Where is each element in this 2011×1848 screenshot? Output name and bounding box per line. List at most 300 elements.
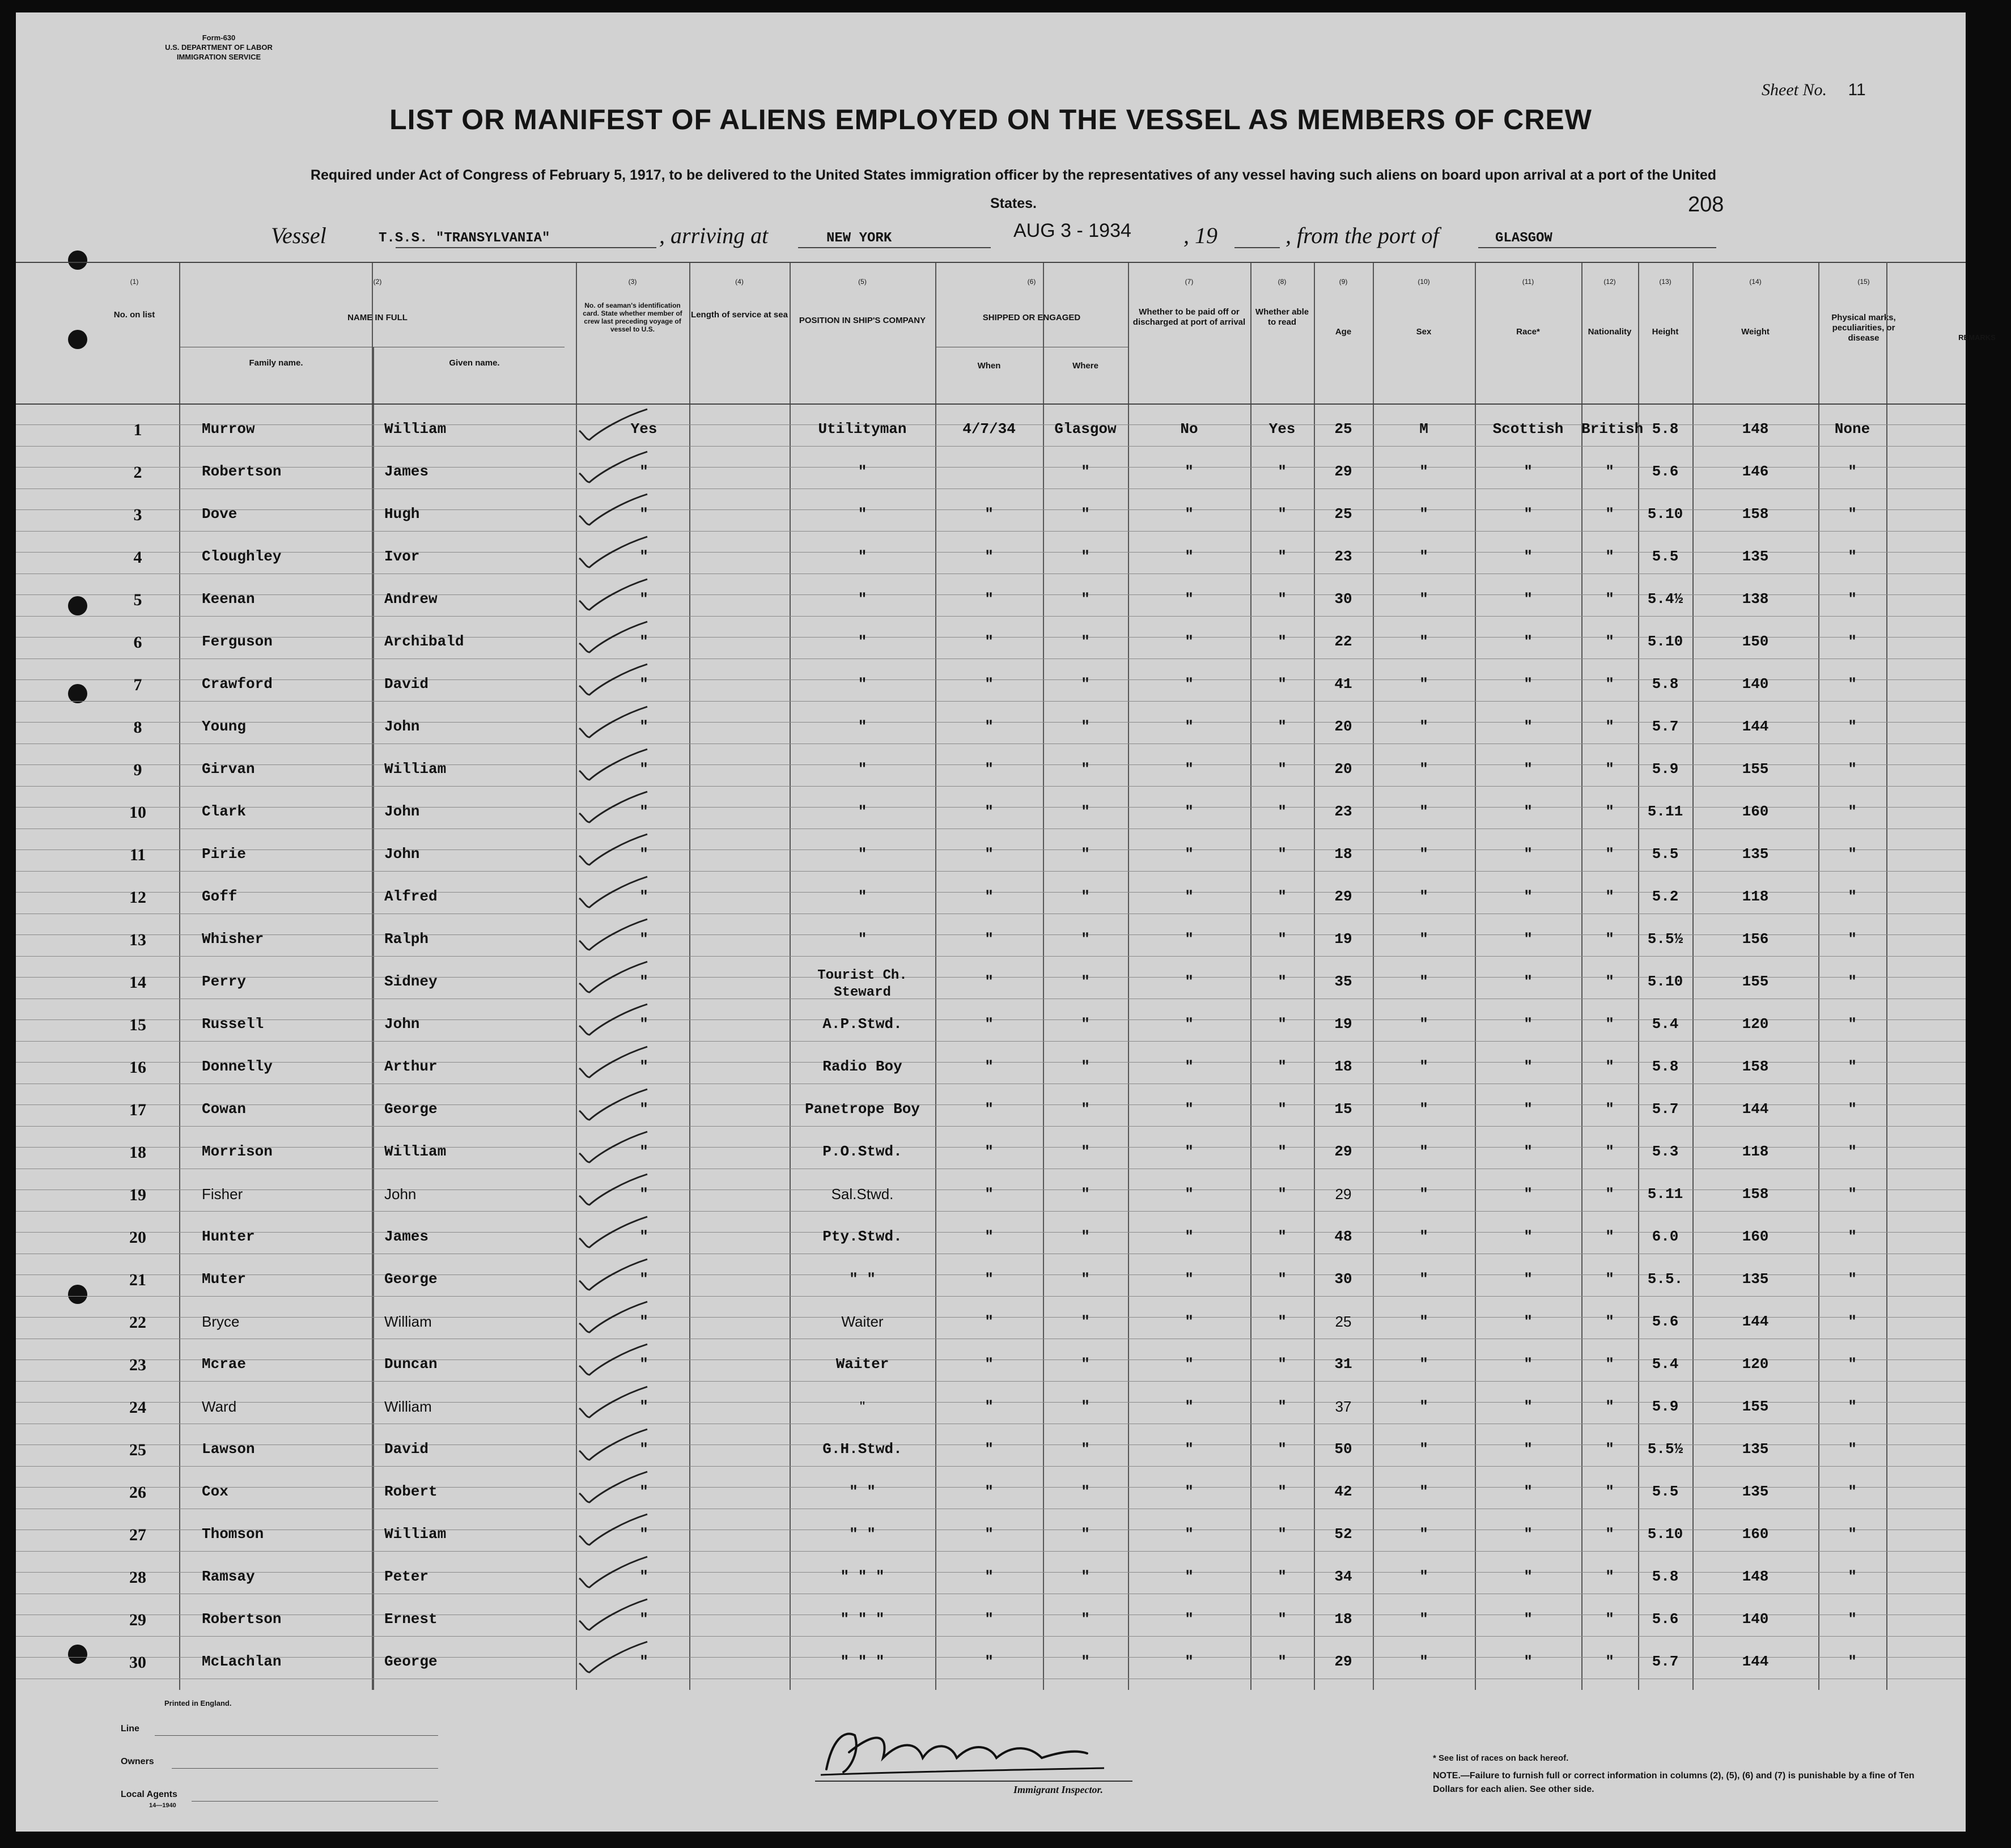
cell-no: 13	[129, 931, 146, 949]
cell-no: 4	[133, 548, 142, 567]
cell-sex: "	[1419, 1441, 1428, 1458]
cell-position: " " "	[840, 1568, 885, 1585]
cell-paid: "	[1185, 1356, 1194, 1373]
cell-marks: "	[1848, 1526, 1857, 1543]
cell-given: William	[384, 761, 447, 778]
cell-where: "	[1081, 1441, 1090, 1458]
cell-race: "	[1524, 633, 1533, 650]
cell-read: "	[1278, 1568, 1287, 1585]
cell-weight: 158	[1742, 1186, 1769, 1203]
cell-card: "	[639, 1271, 648, 1288]
cell-family: Crawford	[202, 676, 273, 693]
from-port-value: GLASGOW	[1495, 231, 1552, 246]
cell-nat: "	[1605, 1483, 1614, 1500]
check-mark	[577, 791, 651, 825]
cell-where: "	[1081, 761, 1090, 778]
cell-age: 37	[1335, 1398, 1352, 1415]
cell-weight: 160	[1742, 1228, 1769, 1245]
cell-nat: "	[1605, 1398, 1614, 1415]
cell-paid: "	[1185, 548, 1194, 565]
crew-table	[16, 262, 1996, 1690]
cell-when: "	[985, 505, 994, 522]
cell-position: Waiter	[835, 1356, 889, 1373]
cell-height: 5.4½	[1647, 590, 1683, 607]
cell-read: "	[1278, 1483, 1287, 1500]
cell-where: "	[1081, 846, 1090, 863]
check-mark	[577, 1471, 651, 1505]
cell-nat: "	[1605, 505, 1614, 522]
cell-age: 30	[1334, 590, 1352, 607]
cell-where: "	[1081, 1186, 1090, 1203]
form-header	[100, 33, 338, 62]
cell-when: "	[985, 718, 994, 735]
cell-paid: "	[1185, 718, 1194, 735]
cell-family: Whisher	[202, 931, 264, 948]
column-divider	[1886, 262, 1887, 1690]
cell-nat: British	[1581, 420, 1644, 437]
check-mark	[577, 748, 651, 782]
cell-height: 5.2	[1652, 888, 1679, 905]
port-underline	[1478, 247, 1716, 248]
column-header-read: Whether able to read	[1255, 307, 1309, 327]
cell-weight: 155	[1742, 1398, 1769, 1415]
cell-family: McLachlan	[202, 1653, 282, 1670]
cell-where: "	[1081, 1016, 1090, 1033]
cell-given: William	[384, 1313, 432, 1330]
cell-read: "	[1278, 1101, 1287, 1118]
cell-race: "	[1524, 463, 1533, 480]
check-mark	[577, 961, 651, 995]
cell-nat: "	[1605, 633, 1614, 650]
cell-nat: "	[1605, 1653, 1614, 1670]
cell-paid: "	[1185, 761, 1194, 778]
cell-age: 29	[1335, 1186, 1352, 1203]
cell-height: 5.7	[1652, 718, 1679, 735]
ruled-line	[16, 446, 1966, 447]
check-mark	[577, 493, 651, 527]
cell-height: 5.4	[1652, 1356, 1679, 1373]
cell-given: Ralph	[384, 931, 429, 948]
cell-card: "	[639, 1101, 648, 1118]
cell-marks: "	[1848, 505, 1857, 522]
cell-weight: 160	[1742, 1526, 1769, 1543]
ruled-line	[16, 956, 1966, 957]
column-number-paid: (7)	[1185, 278, 1194, 286]
inspector-label: Immigrant Inspector.	[1013, 1784, 1104, 1795]
agents-label: Local Agents	[121, 1790, 177, 1799]
cell-card: "	[639, 1568, 648, 1585]
cell-position: G.H.Stwd.	[822, 1441, 902, 1458]
cell-no: 17	[129, 1101, 146, 1119]
cell-card: "	[639, 1058, 648, 1075]
cell-paid: No	[1180, 420, 1198, 437]
cell-position: "	[858, 463, 867, 480]
cell-age: 29	[1334, 888, 1352, 905]
cell-sex: "	[1419, 888, 1428, 905]
cell-family: Bryce	[202, 1313, 240, 1330]
cell-age: 34	[1334, 1568, 1352, 1585]
cell-when: "	[985, 1313, 994, 1330]
ruled-line	[16, 488, 1966, 489]
check-mark	[577, 833, 651, 867]
cell-height: 5.7	[1652, 1101, 1679, 1118]
cell-family: Hunter	[202, 1228, 255, 1245]
cell-family: Dove	[202, 505, 237, 522]
cell-family: Keenan	[202, 590, 255, 607]
cell-height: 5.11	[1647, 803, 1683, 820]
cell-where: "	[1081, 931, 1090, 948]
manifest-page	[16, 12, 1996, 1832]
cell-no: 19	[129, 1186, 146, 1204]
cell-race: "	[1524, 1526, 1533, 1543]
check-mark	[577, 621, 651, 655]
cell-family: Donnelly	[202, 1058, 273, 1075]
cell-height: 5.5	[1652, 548, 1679, 565]
cell-family: Russell	[202, 1016, 264, 1033]
inspector-signature	[809, 1718, 1127, 1786]
check-mark	[577, 1216, 651, 1250]
cell-paid: "	[1185, 1101, 1194, 1118]
cell-family: Cowan	[202, 1101, 247, 1118]
cell-nat: "	[1605, 718, 1614, 735]
cell-no: 30	[129, 1653, 146, 1672]
check-mark	[577, 536, 651, 570]
cell-when: "	[985, 1483, 994, 1500]
cell-position: "	[858, 548, 867, 565]
cell-age: 29	[1334, 1143, 1352, 1160]
cell-when: "	[985, 888, 994, 905]
cell-family: Young	[202, 718, 247, 735]
cell-card: "	[639, 846, 648, 863]
cell-family: Fisher	[202, 1186, 243, 1203]
cell-no: 21	[129, 1271, 146, 1289]
cell-marks: "	[1848, 803, 1857, 820]
cell-position: " "	[849, 1526, 876, 1543]
cell-paid: "	[1185, 1568, 1194, 1585]
column-header-age: Age	[1335, 327, 1352, 337]
cell-read: "	[1278, 505, 1287, 522]
cell-position: "	[858, 846, 867, 863]
form-code: 14—1940	[149, 1802, 176, 1809]
cell-where: "	[1081, 1398, 1090, 1415]
cell-read: "	[1278, 1228, 1287, 1245]
cell-sex: "	[1419, 548, 1428, 565]
cell-read: "	[1278, 803, 1287, 820]
cell-nat: "	[1605, 888, 1614, 905]
cell-sex: "	[1419, 1016, 1428, 1033]
cell-family: Robertson	[202, 1611, 282, 1628]
cell-given: Duncan	[384, 1356, 438, 1373]
column-divider	[689, 262, 690, 1690]
cell-weight: 144	[1742, 1313, 1769, 1330]
column-number-no: (1)	[130, 278, 139, 286]
cell-when: "	[985, 1356, 994, 1373]
cell-sex: "	[1419, 1143, 1428, 1160]
cell-read: "	[1278, 761, 1287, 778]
cell-marks: "	[1848, 463, 1857, 480]
cell-no: 26	[129, 1483, 146, 1502]
cell-when: "	[985, 1271, 994, 1288]
cell-position: Tourist Ch. Steward	[817, 968, 907, 1000]
cell-sex: "	[1419, 1228, 1428, 1245]
arriving-underline	[798, 247, 991, 248]
cell-race: "	[1524, 1101, 1533, 1118]
cell-position: " "	[849, 1271, 876, 1288]
cell-sex: "	[1419, 1313, 1428, 1330]
cell-where: "	[1081, 1611, 1090, 1628]
cell-family: Thomson	[202, 1526, 264, 1543]
cell-weight: 160	[1742, 803, 1769, 820]
column-header-position: POSITION IN SHIP'S COMPANY	[799, 316, 926, 325]
cell-height: 5.5	[1652, 1483, 1679, 1500]
check-mark	[577, 1598, 651, 1632]
cell-age: 18	[1334, 1611, 1352, 1628]
cell-sex: "	[1419, 1611, 1428, 1628]
cell-when: "	[985, 1568, 994, 1585]
cell-no: 8	[133, 718, 142, 737]
cell-height: 5.6	[1652, 1313, 1679, 1330]
column-header-no: No. on list	[113, 310, 155, 320]
cell-where: "	[1081, 1143, 1090, 1160]
cell-nat: "	[1605, 1271, 1614, 1288]
signature-underline	[815, 1781, 1132, 1782]
cell-read: "	[1278, 1016, 1287, 1033]
cell-marks: "	[1848, 1058, 1857, 1075]
cell-race: "	[1524, 846, 1533, 863]
year-label: , 19	[1183, 223, 1217, 248]
cell-height: 5.5½	[1647, 931, 1683, 948]
cell-position: Pty.Stwd.	[822, 1228, 902, 1245]
cell-paid: "	[1185, 633, 1194, 650]
column-header-remarks: REMARKS	[1958, 333, 1996, 342]
cell-no: 1	[133, 420, 142, 439]
cell-paid: "	[1185, 1611, 1194, 1628]
cell-no: 11	[129, 846, 146, 864]
cell-race: "	[1524, 1653, 1533, 1670]
cell-given: John	[384, 1016, 420, 1033]
ruled-line	[16, 531, 1966, 532]
cell-paid: "	[1185, 1143, 1194, 1160]
cell-family: Lawson	[202, 1441, 255, 1458]
cell-given: William	[384, 1398, 432, 1415]
cell-marks: "	[1848, 1313, 1857, 1330]
cell-race: "	[1524, 1143, 1533, 1160]
cell-where: "	[1081, 548, 1090, 565]
cell-read: "	[1278, 1653, 1287, 1670]
cell-when: "	[985, 973, 994, 990]
cell-height: 5.8	[1652, 1058, 1679, 1075]
cell-given: William	[384, 1526, 447, 1543]
cell-position: "	[858, 931, 867, 948]
cell-where: "	[1081, 1271, 1090, 1288]
form-number: Form-630	[202, 33, 236, 42]
cell-nat: "	[1605, 1568, 1614, 1585]
cell-paid: "	[1185, 1228, 1194, 1245]
cell-family: Ramsay	[202, 1568, 255, 1585]
cell-height: 5.9	[1652, 1398, 1679, 1415]
ruled-line	[16, 871, 1966, 872]
cell-when: "	[985, 846, 994, 863]
cell-family: Cox	[202, 1483, 228, 1500]
column-number-service: (4)	[735, 278, 744, 286]
column-number-height: (13)	[1659, 278, 1671, 286]
cell-when: "	[985, 1143, 994, 1160]
cell-race: "	[1524, 1356, 1533, 1373]
cell-sex: "	[1419, 676, 1428, 693]
cell-card: "	[639, 633, 648, 650]
cell-age: 18	[1334, 1058, 1352, 1075]
cell-card: "	[639, 803, 648, 820]
cell-paid: "	[1185, 1313, 1194, 1330]
cell-paid: "	[1185, 590, 1194, 607]
cell-read: "	[1278, 548, 1287, 565]
cell-where: "	[1081, 718, 1090, 735]
cell-position: Waiter	[841, 1313, 884, 1330]
cell-given: Sidney	[384, 973, 438, 990]
cell-weight: 146	[1742, 463, 1769, 480]
cell-read: "	[1278, 676, 1287, 693]
cell-sex: "	[1419, 1568, 1428, 1585]
penalty-note: NOTE.—Failure to furnish full or correct information in columns (2), (5), (6) and (7) is punishable by a fine of Ten Dollars for each alien. See other side.	[1433, 1771, 1915, 1794]
check-mark	[577, 918, 651, 952]
cell-given: David	[384, 1441, 429, 1458]
cell-race: "	[1524, 931, 1533, 948]
cell-family: Murrow	[202, 420, 255, 437]
cell-height: 5.6	[1652, 1611, 1679, 1628]
cell-weight: 135	[1742, 548, 1769, 565]
cell-family: Morrison	[202, 1143, 273, 1160]
cell-read: "	[1278, 973, 1287, 990]
column-number-read: (8)	[1278, 278, 1287, 286]
cell-read: "	[1278, 1313, 1287, 1330]
cell-given: Arthur	[384, 1058, 438, 1075]
cell-card: "	[639, 1016, 648, 1033]
cell-card: "	[639, 888, 648, 905]
department-name: U.S. DEPARTMENT OF LABOR	[165, 43, 273, 52]
cell-given: William	[384, 1143, 447, 1160]
cell-no: 14	[129, 973, 146, 992]
cell-marks: "	[1848, 1186, 1857, 1203]
cell-card: "	[639, 1228, 648, 1245]
cell-where: "	[1081, 1568, 1090, 1585]
sheet-label: Sheet No.	[1762, 80, 1827, 99]
vessel-underline	[396, 247, 656, 248]
cell-paid: "	[1185, 1271, 1194, 1288]
cell-when: "	[985, 1058, 994, 1075]
cell-no: 5	[133, 590, 142, 609]
cell-read: "	[1278, 633, 1287, 650]
cell-where: "	[1081, 1101, 1090, 1118]
cell-weight: 135	[1742, 1271, 1769, 1288]
cell-age: 19	[1334, 1016, 1352, 1033]
cell-sex: "	[1419, 931, 1428, 948]
cell-age: 20	[1334, 761, 1352, 778]
cell-paid: "	[1185, 1016, 1194, 1033]
cell-height: 5.5.	[1647, 1271, 1683, 1288]
cell-position: " "	[849, 1483, 876, 1500]
cell-height: 5.6	[1652, 463, 1679, 480]
cell-position: Panetrope Boy	[805, 1101, 920, 1118]
cell-race: "	[1524, 1271, 1533, 1288]
cell-sex: "	[1419, 973, 1428, 990]
cell-nat: "	[1605, 1356, 1614, 1373]
ruled-line	[16, 1126, 1966, 1127]
cell-no: 12	[129, 888, 146, 907]
cell-nat: "	[1605, 803, 1614, 820]
cell-given: Alfred	[384, 888, 438, 905]
cell-no: 27	[129, 1526, 146, 1544]
check-mark	[577, 578, 651, 612]
cell-card: "	[639, 1313, 648, 1330]
arriving-label: , arriving at	[659, 223, 769, 248]
cell-sex: "	[1419, 1186, 1428, 1203]
cell-marks: "	[1848, 888, 1857, 905]
check-mark	[577, 663, 651, 697]
cell-read: "	[1278, 1271, 1287, 1288]
cell-where: "	[1081, 676, 1090, 693]
cell-paid: "	[1185, 463, 1194, 480]
cell-card: "	[639, 1186, 648, 1203]
cell-where: "	[1081, 1313, 1090, 1330]
cell-no: 6	[133, 633, 142, 652]
cell-age: 15	[1334, 1101, 1352, 1118]
check-mark	[577, 1131, 651, 1165]
cell-position: "	[858, 761, 867, 778]
cell-read: "	[1278, 718, 1287, 735]
cell-marks: "	[1848, 1653, 1857, 1670]
cell-no: 20	[129, 1228, 146, 1247]
cell-weight: 135	[1742, 1483, 1769, 1500]
races-note: * See list of races on back hereof.	[1433, 1753, 1569, 1763]
cell-card: "	[639, 1143, 648, 1160]
cell-when: "	[985, 548, 994, 565]
cell-where: "	[1081, 633, 1090, 650]
cell-position: A.P.Stwd.	[822, 1016, 902, 1033]
cell-marks: "	[1848, 1441, 1857, 1458]
printed-note: Printed in England.	[164, 1699, 232, 1707]
check-mark	[577, 1513, 651, 1547]
cell-race: Scottish	[1492, 420, 1564, 437]
cell-marks: "	[1848, 590, 1857, 607]
cell-given: Ivor	[384, 548, 420, 565]
cell-race: "	[1524, 1441, 1533, 1458]
cell-no: 29	[129, 1611, 146, 1629]
check-mark	[577, 1343, 651, 1377]
cell-age: 19	[1334, 931, 1352, 948]
cell-race: "	[1524, 803, 1533, 820]
page-title: LIST OR MANIFEST OF ALIENS EMPLOYED ON THE VESSEL AS MEMBERS OF CREW	[389, 104, 1592, 135]
cell-no: 10	[129, 803, 146, 822]
cell-paid: "	[1185, 888, 1194, 905]
ruled-line	[16, 616, 1966, 617]
cell-card: "	[639, 676, 648, 693]
cell-read: "	[1278, 1186, 1287, 1203]
cell-paid: "	[1185, 973, 1194, 990]
cell-card: "	[639, 761, 648, 778]
cell-family: Ferguson	[202, 633, 273, 650]
cell-where: "	[1081, 803, 1090, 820]
cell-given: Ernest	[384, 1611, 438, 1628]
cell-weight: 155	[1742, 973, 1769, 990]
cell-where: "	[1081, 505, 1090, 522]
ruled-line	[16, 1551, 1966, 1552]
cell-race: "	[1524, 1058, 1533, 1075]
column-header-shipped: SHIPPED OR ENGAGED	[982, 313, 1081, 322]
cell-card: Yes	[630, 420, 657, 437]
cell-paid: "	[1185, 803, 1194, 820]
cell-nat: "	[1605, 846, 1614, 863]
column-number-race: (11)	[1522, 278, 1534, 286]
